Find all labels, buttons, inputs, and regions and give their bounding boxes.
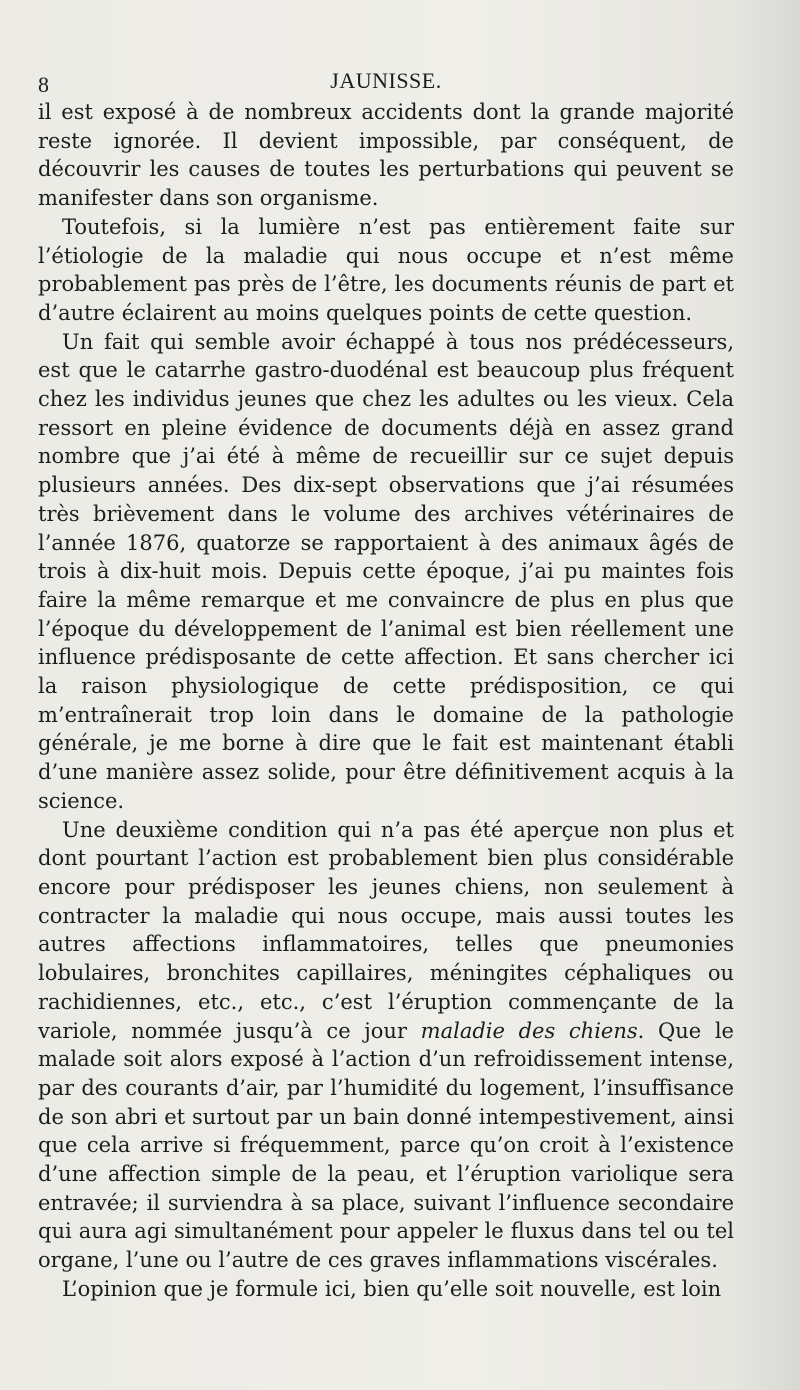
paragraph-2: Toutefois, si la lumière n’est pas entièrement faite sur l’étiologie de la maladie qui nous occupe et n’est même probablement pas près de l’être, les documents réunis de part et d’autre éclairent au moins quelques points de cette question.	[38, 214, 734, 325]
page-number: 8	[38, 72, 50, 97]
body-text	[38, 98, 734, 1304]
paragraph-4	[38, 816, 734, 1275]
paragraph-3: Un fait qui semble avoir échappé à tous nos prédécesseurs, est que le catarrhe gastro-duodénal est beaucoup plus fréquent chez les individus jeunes que chez les adultes ou les vieux. Cela ressort en pleine évidence de documents déjà en assez grand nombre que j’ai été à même de recueillir sur ce sujet depuis plusieurs années. Des dix-sept observations que j’ai résumées très brièvement dans le volume des archives vétérinaires de l’année 1876, quatorze se rapportaient à des animaux âgés de trois à dix-huit mois. Depuis cette époque, j’ai pu maintes fois faire la même remarque et me convaincre de plus en plus que l’époque du développement de l’animal est bien réellement une influence prédisposante de cette affection. Et sans chercher ici la raison physiologique de cette prédisposition, ce qui m’entraînerait trop loin dans le domaine de la pathologie générale, je me borne à dire que le fait est maintenant établi d’une manière assez solide, pour être définitivement acquis à la science.	[38, 329, 734, 813]
paragraph-1: il est exposé à de nombreux accidents dont la grande majorité reste ignorée. Il devient impossible, par conséquent, de découvrir les causes de toutes les perturbations qui peuvent se manifester dans son organisme.	[38, 100, 734, 211]
paragraph-4-after: . Que le malade soit alors exposé à l’action d’un refroidissement intense, par des courants d’air, par l’humidité du logement, l’insuffisance de son abri et surtout par un bain donné intempestivement, ainsi que cela arrive si fréquemment, parce qu’on croit à l’existence d’une affection simple de la peau, et l’éruption variolique sera entravée; il surviendra à sa place, suivant l’influence secondaire qui aura agi simultanément pour appeler le fluxus dans tel ou tel organe, l’une ou l’autre de ces graves inflammations viscérales.	[38, 1018, 734, 1273]
running-title: JAUNISSE.	[330, 68, 442, 93]
paragraph-5: L’opinion que je formule ici, bien qu’elle soit nouvelle, est loin	[62, 1276, 722, 1301]
paragraph-4-before: Une deuxième condition qui n’a pas été aperçue non plus et dont pourtant l’action est probablement bien plus considérable encore pour prédisposer les jeunes chiens, non seulement à contracter la maladie qui nous occupe, mais aussi toutes les autres affections inflammatoires, telles que pneumonies lobulaires, bronchites capillaires, méningites céphaliques ou rachidiennes, etc., etc., c’est l’éruption commençante de la variole, nommée jusqu’à ce jour	[38, 817, 734, 1043]
paragraph-4-italic: maladie des chiens	[420, 1018, 638, 1043]
page-header	[38, 62, 734, 98]
